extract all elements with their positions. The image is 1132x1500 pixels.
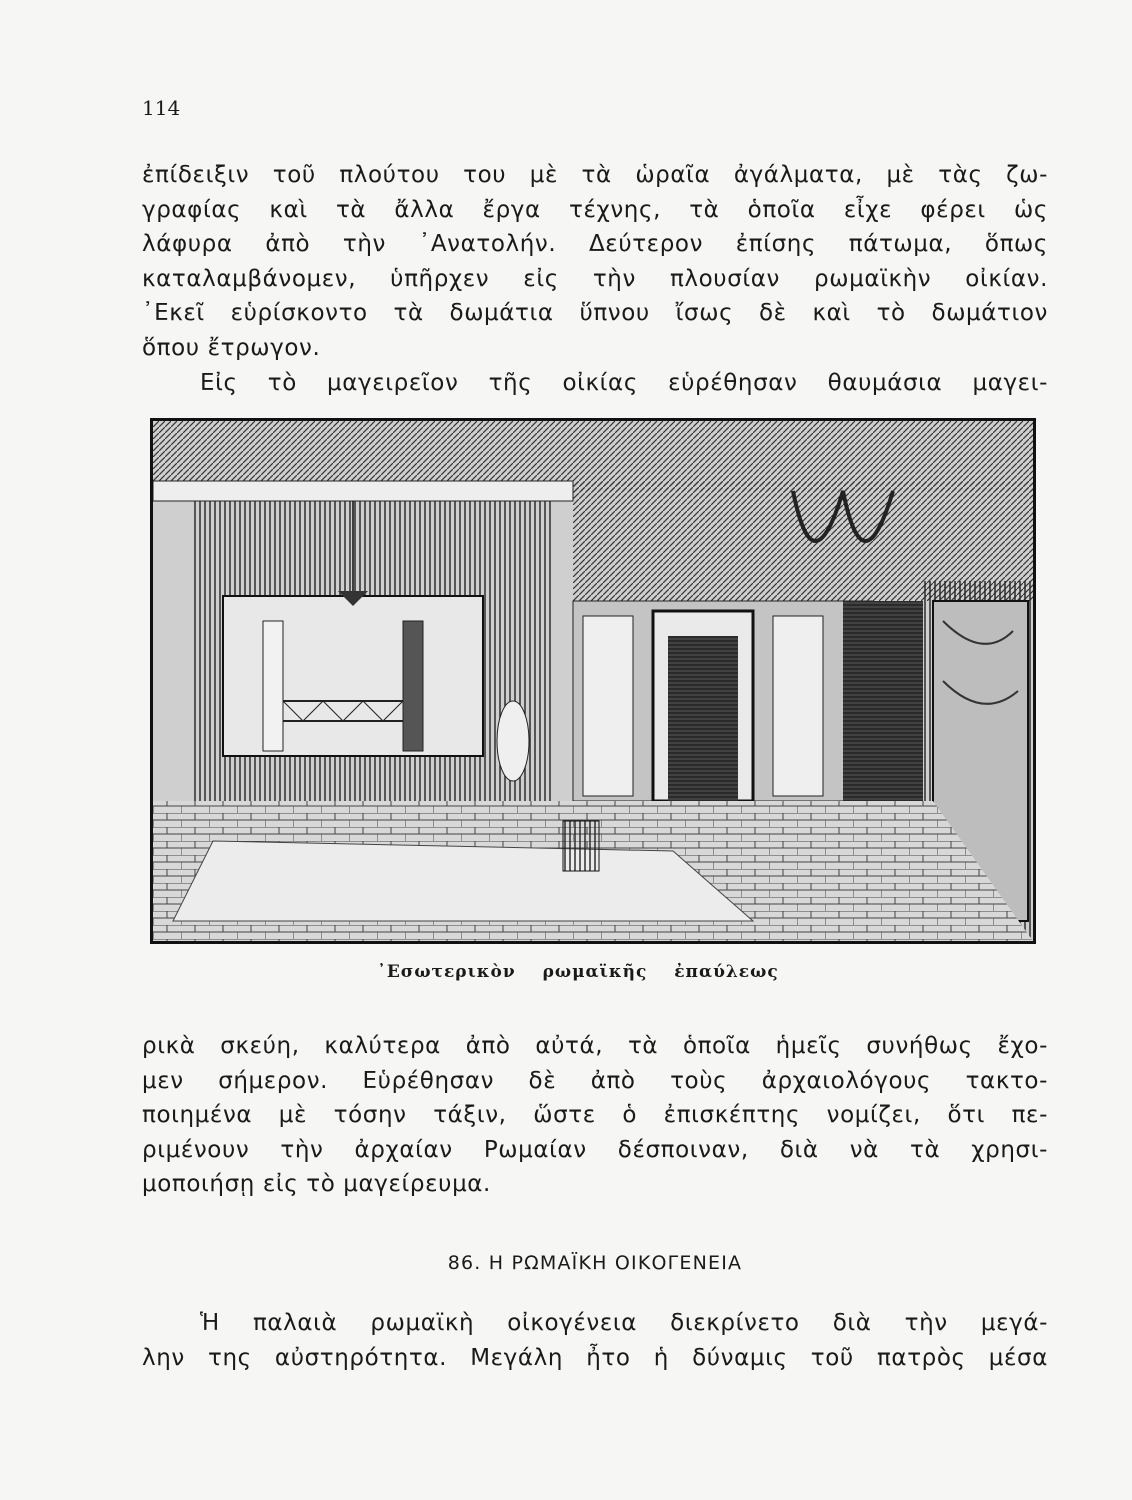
text-line: λάφυρα ἀπὸ τὴν ᾿Ανατολήν. Δεύτερον ἐπίσης πάτωμα, ὅπως	[142, 231, 1048, 258]
text-line: καταλαμβάνομεν, ὑπῆρχεν εἰς τὴν πλουσίαν ρωμαϊκὴν οἰκίαν.	[142, 265, 1048, 292]
section-heading: 86. Η ΡΩΜΑΪΚΗ ΟΙΚΟΓΕΝΕΙΑ	[447, 1252, 743, 1274]
roman-villa-interior-engraving	[153, 421, 1033, 941]
text-line: Ἡ παλαιὰ ρωμαϊκὴ οἰκογένεια διεκρίνετο διὰ τὴν μεγά-	[200, 1310, 1048, 1336]
text-line: λην της αὐστηρότητα. Μεγάλη ἦτο ἡ δύναμις τοῦ πατρὸς μέσα	[142, 1344, 1048, 1371]
text-line: ριμένουν τὴν ἀρχαίαν Ρωμαίαν δέσποιναν, διὰ νὰ τὰ χρησι-	[142, 1136, 1048, 1163]
text-line: μοποιήσῃ εἰς τὸ μαγείρευμα.	[142, 1171, 491, 1198]
text-line: ποιημένα μὲ τόσην τάξιν, ὥστε ὁ ἐπισκέπτης νομίζει, ὅτι πε-	[142, 1102, 1048, 1129]
text-line: ἐπίδειξιν τοῦ πλούτου του μὲ τὰ ὡραῖα ἀγάλματα, μὲ τὰς ζω-	[142, 162, 1048, 188]
text-line: γραφίας καὶ τὰ ἄλλα ἔργα τέχνης, τὰ ὁποῖα εἶχε φέρει ὡς	[142, 196, 1048, 223]
page-number: 114	[142, 96, 181, 120]
text-line: ᾿Εκεῖ εὑρίσκοντο τὰ δωμάτια ὕπνου ἴσως δὲ καὶ τὸ δωμάτιον	[142, 300, 1048, 327]
text-line: μεν σήμερον. Εὑρέθησαν δὲ ἀπὸ τοὺς ἀρχαιολόγους τακτο-	[142, 1067, 1048, 1094]
text-line: Εἰς τὸ μαγειρεῖον τῆς οἰκίας εὑρέθησαν θαυμάσια μαγει-	[200, 369, 1048, 396]
figure-caption: ᾿Εσωτερικὸν ρωμαϊκῆς ἐπαύλεως	[377, 962, 779, 982]
paragraph-2-continued	[142, 1029, 1048, 1202]
paragraph-3	[142, 1306, 1048, 1375]
text-line: ὅπου ἔτρωγον.	[142, 334, 321, 361]
villa-illustration	[150, 418, 1036, 944]
paragraph-1	[142, 158, 1048, 400]
text-line: ρικὰ σκεύη, καλύτερα ἀπὸ αὐτά, τὰ ὁποῖα ἡμεῖς συνήθως ἔχο-	[142, 1033, 1048, 1059]
